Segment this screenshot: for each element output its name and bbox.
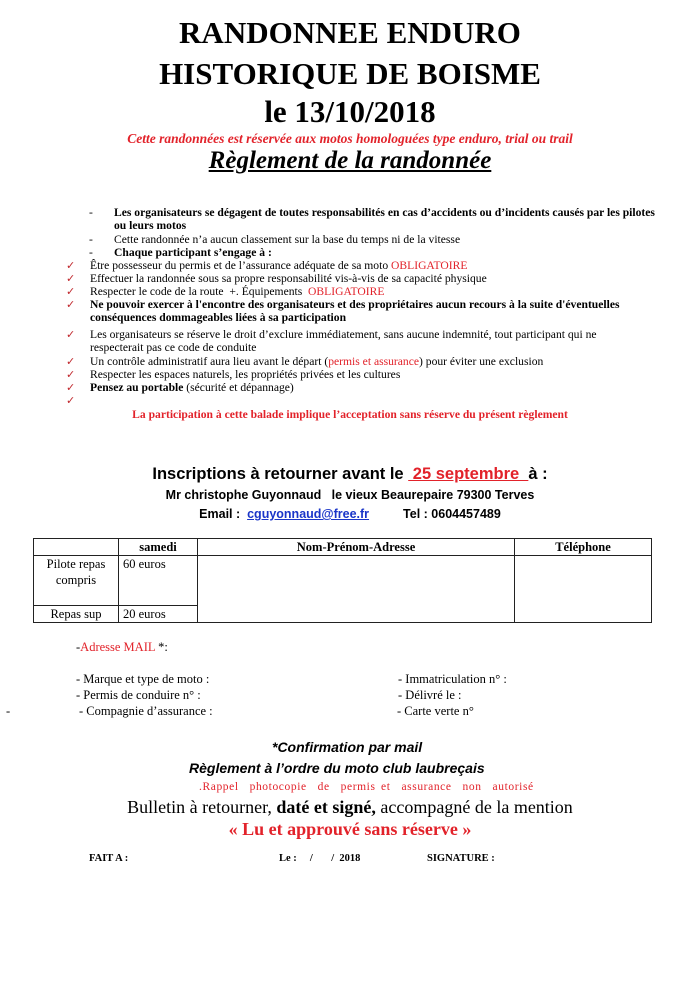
rule-text: Respecter le code de la route +. Équipements bbox=[90, 285, 309, 298]
obligatoire-label: OBLIGATOIRE bbox=[308, 285, 385, 298]
checkmark-icon: ✓ bbox=[66, 369, 76, 381]
row-label-pilote: Pilote repas compris bbox=[34, 556, 119, 606]
contact-line bbox=[0, 507, 700, 521]
inscription-prefix: Inscriptions à retourner avant le bbox=[152, 465, 409, 483]
nom-prenom-adresse-field[interactable] bbox=[198, 556, 515, 623]
rule-text: Effectuer la randonnée sous sa propre responsabilité vis-à-vis de sa capacité physique bbox=[90, 272, 487, 285]
rule-text: (sécurité et dépannage) bbox=[183, 381, 294, 394]
rule-text: Respecter les espaces naturels, les propriétés privées et les cultures bbox=[90, 368, 401, 381]
bulletin-text: Bulletin à retourner, bbox=[127, 797, 277, 817]
rule-text: Chaque participant s’engage à : bbox=[114, 246, 272, 259]
stray-dash: - bbox=[6, 704, 11, 718]
mail-field-label[interactable] bbox=[76, 640, 168, 655]
immatriculation-field[interactable]: - Immatriculation n° : bbox=[398, 672, 507, 686]
carte-verte-field[interactable]: - Carte verte n° bbox=[397, 704, 474, 718]
tel-value: 0604457489 bbox=[431, 507, 501, 521]
checkmark-icon: ✓ bbox=[66, 382, 76, 394]
mail-label: Adresse MAIL bbox=[80, 640, 156, 654]
marque-field[interactable]: - Marque et type de moto : bbox=[76, 672, 210, 686]
payment-order-note: Règlement à l’ordre du moto club laubreçais bbox=[189, 760, 485, 776]
obligatoire-label: OBLIGATOIRE bbox=[391, 259, 468, 272]
acceptance-notice: La participation à cette balade implique l’acceptation sans réserve du présent règlement bbox=[132, 408, 568, 421]
rule-text: ) pour éviter une exclusion bbox=[419, 355, 544, 368]
compagnie-field[interactable]: - Compagnie d’assurance : bbox=[79, 704, 213, 718]
fait-a-field[interactable]: FAIT A : bbox=[89, 853, 129, 864]
price-repas-sup: 20 euros bbox=[119, 606, 198, 623]
permis-field[interactable]: - Permis de conduire n° : bbox=[76, 688, 201, 702]
photocopy-reminder: .Rappel photocopie de permis et assurance non autorisé bbox=[199, 781, 534, 793]
dash-bullet: - bbox=[89, 233, 93, 246]
dash-bullet: - bbox=[89, 206, 93, 219]
permis-assurance-label: permis et assurance bbox=[328, 355, 420, 368]
rule-text-bold: Pensez au portable bbox=[90, 381, 184, 394]
reglement-heading: Règlement de la randonnée bbox=[208, 147, 492, 174]
signature-field[interactable]: SIGNATURE : bbox=[427, 853, 495, 864]
table-header-samedi: samedi bbox=[119, 539, 198, 556]
rule-text: Les organisateurs se réserve le droit d’exclure immédiatement, sans aucune indemnité, tout participant qui ne respecterait pas ce code de conduite bbox=[90, 328, 597, 354]
registration-table bbox=[33, 538, 652, 623]
checkmark-icon: ✓ bbox=[66, 329, 76, 341]
moto-restriction-notice: Cette randonnées est réservée aux motos homologuées type enduro, trial ou trail bbox=[127, 131, 573, 146]
telephone-field[interactable] bbox=[515, 556, 652, 623]
rule-text: Les organisateurs se dégagent de toutes responsabilités en cas d’accidents ou d’incidents causés par les pilotes ou leurs motos bbox=[114, 206, 655, 232]
checkmark-icon: ✓ bbox=[66, 395, 76, 407]
lu-approuve-mention: « Lu et approuvé sans réserve » bbox=[228, 819, 472, 839]
inscription-heading bbox=[0, 465, 700, 484]
date-field[interactable]: Le : / / 2018 bbox=[279, 853, 361, 864]
organizer-address: Mr christophe Guyonnaud le vieux Beaurepaire 79300 Terves bbox=[165, 488, 535, 502]
table-header-row bbox=[34, 539, 652, 556]
title-date: le 13/10/2018 bbox=[264, 94, 436, 129]
confirmation-note: *Confirmation par mail bbox=[272, 739, 423, 755]
rule-text: Ne pouvoir exercer à l'encontre des organisateurs et des propriétaires aucun recours à la suite d'éventuelles conséquences dommageables liées à sa participation bbox=[90, 298, 620, 324]
checkmark-icon: ✓ bbox=[66, 356, 76, 368]
bulletin-text: accompagné de la mention bbox=[375, 797, 573, 817]
checkmark-icon: ✓ bbox=[66, 299, 76, 311]
bulletin-instruction bbox=[0, 797, 700, 818]
deadline-date: 25 septembre bbox=[408, 465, 529, 483]
dash-bullet: - bbox=[89, 246, 93, 259]
mail-suffix: *: bbox=[155, 640, 168, 654]
title-line-1: RANDONNEE ENDURO bbox=[179, 15, 521, 50]
tel-label: Tel : bbox=[403, 507, 432, 521]
rule-text: Être possesseur du permis et de l’assurance adéquate de sa moto bbox=[90, 259, 392, 272]
rule-text: Un contrôle administratif aura lieu avant le départ ( bbox=[90, 355, 329, 368]
mail-dash: - bbox=[76, 640, 81, 654]
bulletin-bold: daté et signé, bbox=[276, 797, 376, 817]
email-label: Email : bbox=[199, 507, 248, 521]
table-header-telephone: Téléphone bbox=[515, 539, 652, 556]
inscription-suffix: à : bbox=[528, 465, 548, 483]
email-link[interactable]: cguyonnaud@free.fr bbox=[247, 507, 370, 521]
table-row bbox=[34, 556, 652, 606]
rule-text: Cette randonnée n’a aucun classement sur la base du temps ni de la vitesse bbox=[114, 233, 461, 246]
checkmark-icon: ✓ bbox=[66, 260, 76, 272]
row-label-repas-sup: Repas sup bbox=[34, 606, 119, 623]
checkmark-icon: ✓ bbox=[66, 286, 76, 298]
title-line-2: HISTORIQUE DE BOISME bbox=[159, 56, 541, 91]
table-header-nom: Nom-Prénom-Adresse bbox=[198, 539, 515, 556]
delivre-field[interactable]: - Délivré le : bbox=[398, 688, 462, 702]
checkmark-icon: ✓ bbox=[66, 273, 76, 285]
price-pilote: 60 euros bbox=[119, 556, 198, 606]
table-header-empty bbox=[34, 539, 119, 556]
